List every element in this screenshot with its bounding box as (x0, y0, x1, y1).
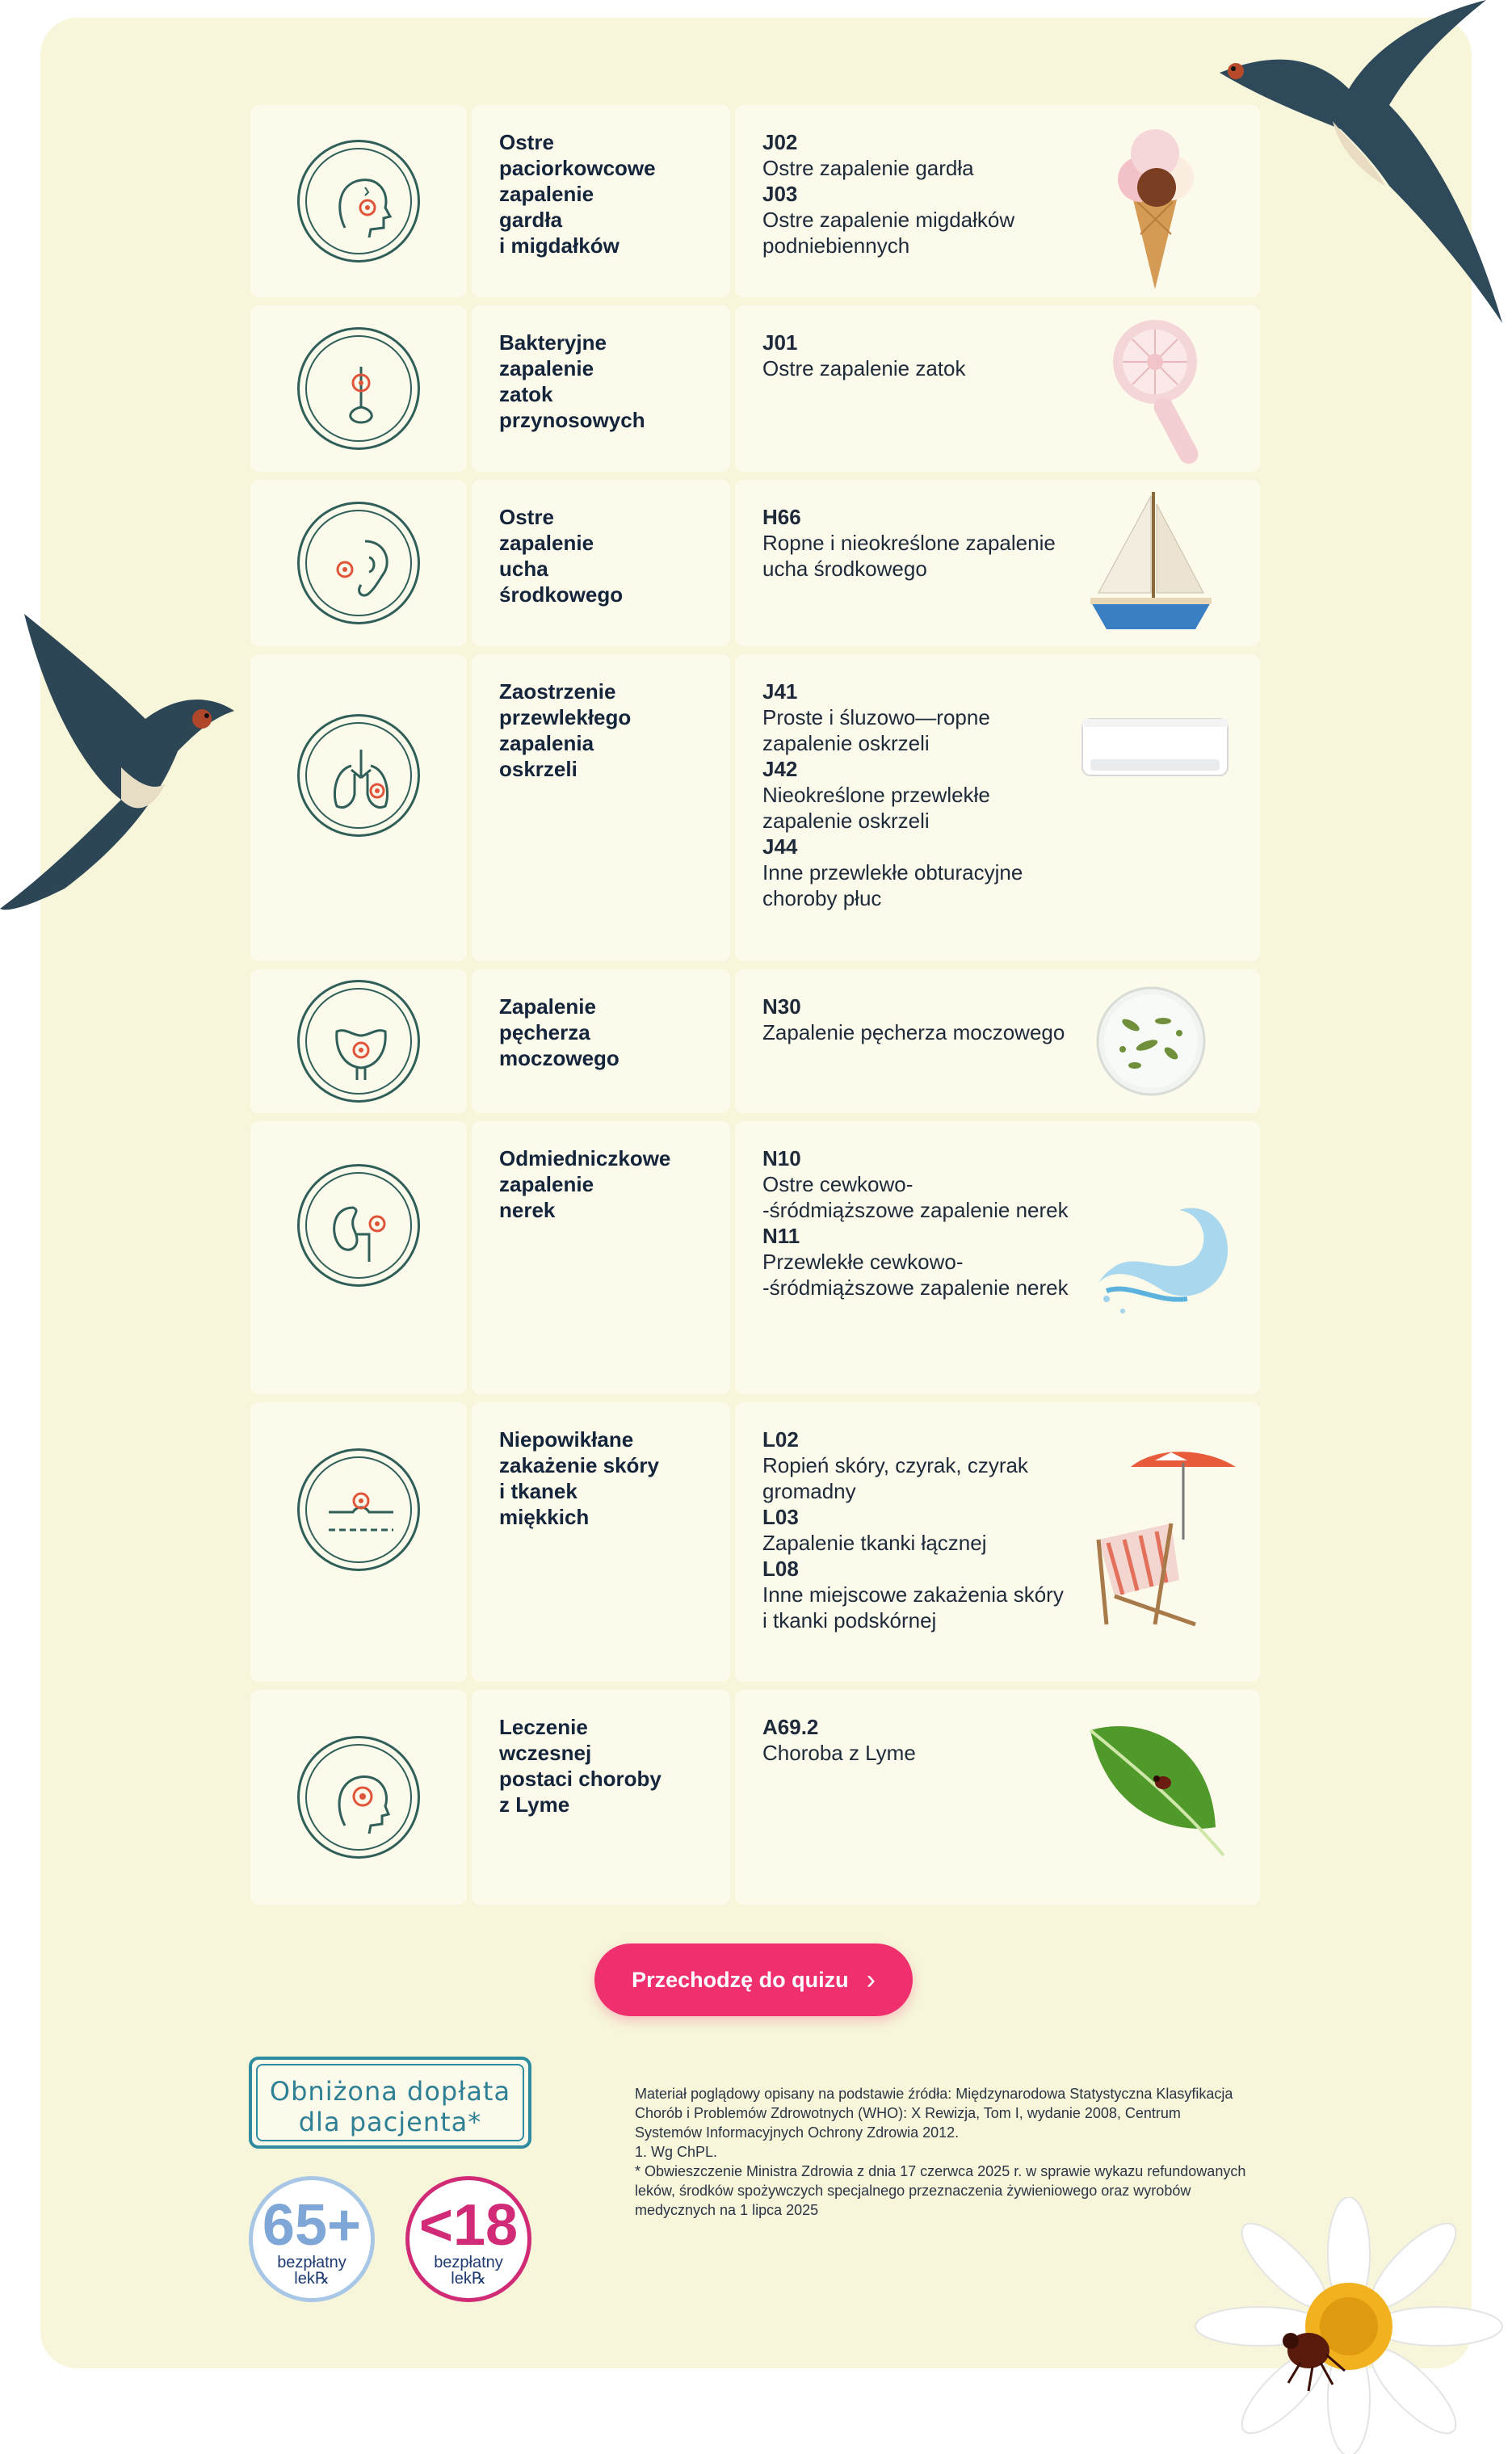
icd-code: J44 (762, 834, 798, 859)
table-row (250, 305, 1260, 472)
icd-code: A69.2 (762, 1715, 819, 1739)
free-drug-65-badge (249, 2176, 375, 2302)
table-row (250, 969, 1260, 1113)
icd-description: Ropne i nieokreślone zapalenie ucha środkowego (762, 531, 1056, 581)
icd-code: N30 (762, 994, 801, 1019)
badge-65-number: 65+ (262, 2193, 362, 2258)
table-row (250, 1690, 1260, 1905)
icd-codes-cell (735, 105, 1260, 297)
condition-cell (472, 305, 730, 472)
footnote (635, 2084, 1249, 2220)
icon-cell (250, 480, 467, 646)
nose-sinus-icon (297, 327, 420, 450)
condition-cell (472, 1402, 730, 1682)
reduced-payment-line1: Obniżona dopłata (269, 2076, 511, 2107)
icd-description: Przewlekłe cewkowo- -śródmiąższowe zapalenie nerek (762, 1250, 1069, 1300)
go-to-quiz-label: Przechodzę do quizu (632, 1967, 849, 1992)
go-to-quiz-button[interactable] (594, 1943, 913, 2016)
icd-codes (762, 1145, 1069, 1301)
bladder-icon (297, 980, 420, 1103)
icd-codes-cell (735, 1690, 1260, 1905)
reduced-payment-badge (249, 2057, 531, 2149)
leaf-tick-image (1074, 1706, 1236, 1868)
icon-cell (250, 105, 467, 297)
icd-codes-cell (735, 480, 1260, 646)
icd-description: Ropień skóry, czyrak, czyrak gromadny (762, 1453, 1028, 1503)
condition-name: Zaostrzenie przewlekłego zapalenia oskrzeli (499, 679, 632, 781)
free-drug-18-badge (405, 2176, 531, 2302)
table-row (250, 654, 1260, 961)
icd-description: Inne miejscowe zakażenia skóry i tkanki podskórnej (762, 1582, 1064, 1632)
icd-codes-cell (735, 1402, 1260, 1682)
icd-codes (762, 1714, 1069, 1766)
skin-layers-icon (297, 1448, 420, 1571)
icd-codes (762, 504, 1069, 582)
ear-icon (297, 502, 420, 624)
swallow-bird-image (0, 598, 242, 913)
condition-name: Leczenie wczesnej postaci choroby z Lyme (499, 1715, 662, 1817)
icd-codes (762, 129, 1069, 258)
icd-codes (762, 330, 1069, 381)
icd-description: Ostre zapalenie zatok (762, 356, 966, 380)
head-brain-icon (297, 1736, 420, 1859)
badge-65-line2: lek℞ (294, 2270, 330, 2288)
icd-description: Choroba z Lyme (762, 1741, 916, 1765)
icd-code: L08 (762, 1557, 799, 1581)
icd-codes-cell (735, 1121, 1260, 1394)
icd-code: J01 (762, 330, 798, 355)
icd-description: Ostre cewkowo- -śródmiąższowe zapalenie nerek (762, 1172, 1069, 1222)
table-row (250, 105, 1260, 297)
condition-name: Ostre zapalenie ucha środkowego (499, 505, 624, 607)
icd-code: J03 (762, 182, 798, 206)
table-row (250, 1121, 1260, 1394)
icd-codes-cell (735, 969, 1260, 1113)
head-throat-icon (297, 140, 420, 263)
icon-cell (250, 654, 467, 961)
condition-name: Niepowikłane zakażenie skóry i tkanek miękkich (499, 1427, 660, 1529)
reduced-payment-line2: dla pacjenta* (298, 2107, 482, 2137)
water-wave-image (1082, 1170, 1244, 1331)
ice-cream-cone-image (1090, 113, 1203, 291)
badge-18-number: <18 (418, 2193, 519, 2258)
condition-cell (472, 1121, 730, 1394)
icd-code: N11 (762, 1224, 800, 1248)
condition-cell (472, 654, 730, 961)
condition-cell (472, 1690, 730, 1905)
condition-cell (472, 480, 730, 646)
lungs-icon (297, 714, 420, 837)
icd-code: J02 (762, 130, 798, 154)
icd-code: N10 (762, 1146, 801, 1170)
icon-cell (250, 1121, 467, 1394)
condition-name: Zapalenie pęcherza moczowego (499, 994, 620, 1070)
table-row (250, 480, 1260, 646)
icd-codes (762, 994, 1069, 1045)
icd-description: Nieokreślone przewlekłe zapalenie oskrzeli (762, 783, 990, 833)
air-conditioner-image (1074, 703, 1236, 800)
icd-description: Proste i śluzowo—ropne zapalenie oskrzeli (762, 705, 990, 755)
beach-chair-umbrella-image (1082, 1443, 1244, 1637)
kidney-icon (297, 1164, 420, 1287)
icd-code: L02 (762, 1427, 799, 1452)
icd-codes (762, 1427, 1069, 1633)
icon-cell (250, 969, 467, 1113)
badge-18-line2: lek℞ (451, 2270, 486, 2288)
condition-name: Odmiedniczkowe zapalenie nerek (499, 1146, 671, 1222)
icd-codes-cell (735, 654, 1260, 961)
condition-cell (472, 969, 730, 1113)
table-row (250, 1402, 1260, 1682)
footnote-note1: 1. Wg ChPL. (635, 2144, 718, 2160)
icd-code: L03 (762, 1505, 799, 1529)
icd-description: Ostre zapalenie migdałków podniebiennych (762, 208, 1015, 258)
icd-code: H66 (762, 505, 801, 529)
condition-cell (472, 105, 730, 297)
condition-name: Ostre paciorkowcowe zapalenie gardła i migdałków (499, 130, 656, 258)
badge-65-line1: bezpłatny (277, 2254, 346, 2271)
icd-description: Ostre zapalenie gardła (762, 156, 974, 180)
icon-cell (250, 305, 467, 472)
icon-cell (250, 1690, 467, 1905)
chevron-right-icon: › (866, 1964, 876, 1995)
petri-dish-bacteria-image (1090, 981, 1212, 1102)
condition-name: Bakteryjne zapalenie zatok przynosowych (499, 330, 645, 432)
sailboat-image (1082, 488, 1220, 641)
icd-code: J41 (762, 679, 798, 704)
icd-code: J42 (762, 757, 798, 781)
badge-18-line1: bezpłatny (434, 2254, 503, 2271)
icd-codes-cell (735, 305, 1260, 472)
icd-codes (762, 679, 1069, 911)
icd-description: Zapalenie tkanki łącznej (762, 1531, 987, 1555)
icd-description: Zapalenie pęcherza moczowego (762, 1020, 1065, 1044)
daisy-with-tick-image (1187, 2197, 1512, 2454)
footnote-source: Materiał poglądowy opisany na podstawie źródła: Międzynarodowa Statystyczna Klasyfikacja Chorób i Problemów Zdrowotnych (WHO): X Rewizja, Tom I, wydanie 2008, Centrum Systemów Informacyjnych Ochrony Zdrowia 2012. (635, 2086, 1233, 2141)
icon-cell (250, 1402, 467, 1682)
handheld-fan-image (1090, 313, 1228, 467)
footnote-note2: * Obwieszczenie Ministra Zdrowia z dnia 17 czerwca 2025 r. w sprawie wykazu refundowanych leków, środków spożywczych specjalnego przeznaczenia żywieniowego oraz wyrobów medycznych na 1 lipca 2025 (635, 2163, 1246, 2218)
icd-description: Inne przewlekłe obturacyjne choroby płuc (762, 860, 1023, 910)
